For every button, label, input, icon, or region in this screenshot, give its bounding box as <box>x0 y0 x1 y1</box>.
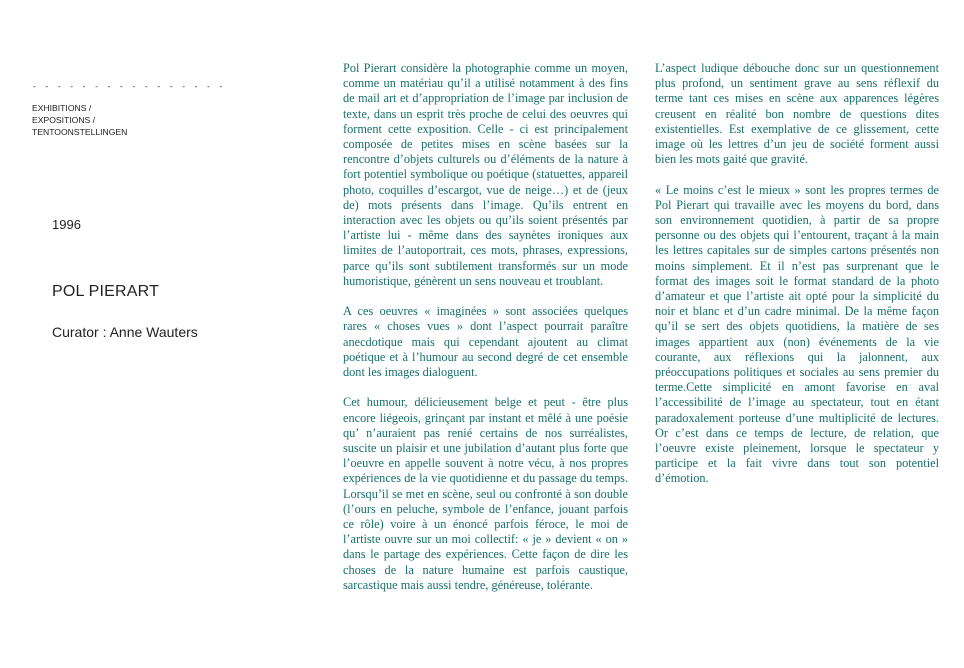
dashed-divider: - - - - - - - - - - - - - - - - <box>32 82 225 91</box>
curator-credit: Curator : Anne Wauters <box>52 324 198 340</box>
nav-label-exhibitions: EXHIBITIONS / <box>32 103 92 113</box>
section-nav <box>32 102 127 138</box>
paragraph: « Le moins c’est le mieux » sont les propres termes de Pol Pierart qui travaille avec les moyens du bord, dans son environnement quotidien, à partir de sa propre personne ou des objets qui l’entourent, traçant à la main les lettres capitales sur de simples cartons présentés non moins simplement. Et il n’est pas surprenant que le format des images soit le format standard de la photo d’amateur et que l’artiste ait opté pour la simplicité du noir et blanc et d’un cadre minimal. De la même façon qu’il se sert des objets quotidiens, la matière de ses images appartient aux (non) événements de la vie courante, aux réflexions qui la jalonnent, aux préoccupations politiques et sociales au sens premier du terme.Cette simplicité en amont favorise en aval l’accessibilité de l’image au spectateur, tout en étant paradoxalement porteuse d’une multiplicité de lectures. Or c’est dans ce temps de lecture, de relation, que l’oeuvre existe pleinement, lorsque le spectateur y participe et la fait vivre dans tout son potentiel d’émotion. <box>655 182 939 486</box>
nav-label-tentoonstellingen: TENTOONSTELLINGEN <box>32 127 128 137</box>
text-column-right <box>655 61 939 502</box>
paragraph: L’aspect ludique débouche donc sur un questionnement plus profond, un sentiment grave au sens réflexif du terme tant ces mises en scène aux apparences légères creusent en réalité bon nombre de questions dites existentielles. Est exemplative de ce glissement, cette image où les lettres d’un jeu de société forment aussi bien les mots gaité que gravité. <box>655 61 939 167</box>
paragraph: A ces oeuvres « imaginées » sont associées quelques rares « choses vues » dont l’aspect pourrait paraître anecdotique mais qui cependant ajoutent au climat poétique et à l’humour au second degré de cet ensemble dont les images dialoguent. <box>343 304 628 380</box>
text-column-left <box>343 61 628 608</box>
nav-label-expositions: EXPOSITIONS / <box>32 115 96 125</box>
exhibition-year: 1996 <box>52 217 81 232</box>
paragraph: Cet humour, délicieusement belge et peut - être plus encore liégeois, grinçant par instant et mêlé à une poésie qu’ n’auraient pas renié certains de nos surréalistes, suscite un plaisir et une jubilation d’autant plus forte que l’oeuvre en appelle souvent à notre vécu, à nos propres expériences de la vie quotidienne et du passage du temps. Lorsqu’il se met en scène, seul ou confronté à son double (l’ours en peluche, symbole de l’enfance, jouant parfois ce rôle) voire à un énoncé parfois féroce, le moi de l’artiste ouvre sur un moi collectif: « je » devient « on » dans le partage des expériences. Cette façon de dire les choses de la nature humaine est parfois caustique, sarcastique mais aussi tendre, généreuse, tolérante. <box>343 395 628 592</box>
paragraph: Pol Pierart considère la photographie comme un moyen, comme un matériau qu’il a utilisé notamment à des fins de mail art et d’appropriation de l’image par inclusion de texte, dans un esprit très proche de celui des oeuvres qui forment cette exposition. Celle - ci est principalement composée de petites mises en scène basées sur la rencontre d’objets culturels ou d’éléments de la nature à fort potentiel symbolique ou poétique (statuettes, appareil photo, coquilles d’escargot, vue de neige…) et de (jeux de) mots présents dans l’image. Qu’ils entrent en interaction avec les objets ou qu’ils soient présentés par l’artiste lui - même dans des saynètes ironiques aux limites de l’autoportrait, ces mots, phrases, expressions, parce qu’ils sont subtilement transformés sur un mode humoristique, génèrent un sens nouveau et troublant. <box>343 61 628 288</box>
artist-name: POL PIERART <box>52 283 160 300</box>
